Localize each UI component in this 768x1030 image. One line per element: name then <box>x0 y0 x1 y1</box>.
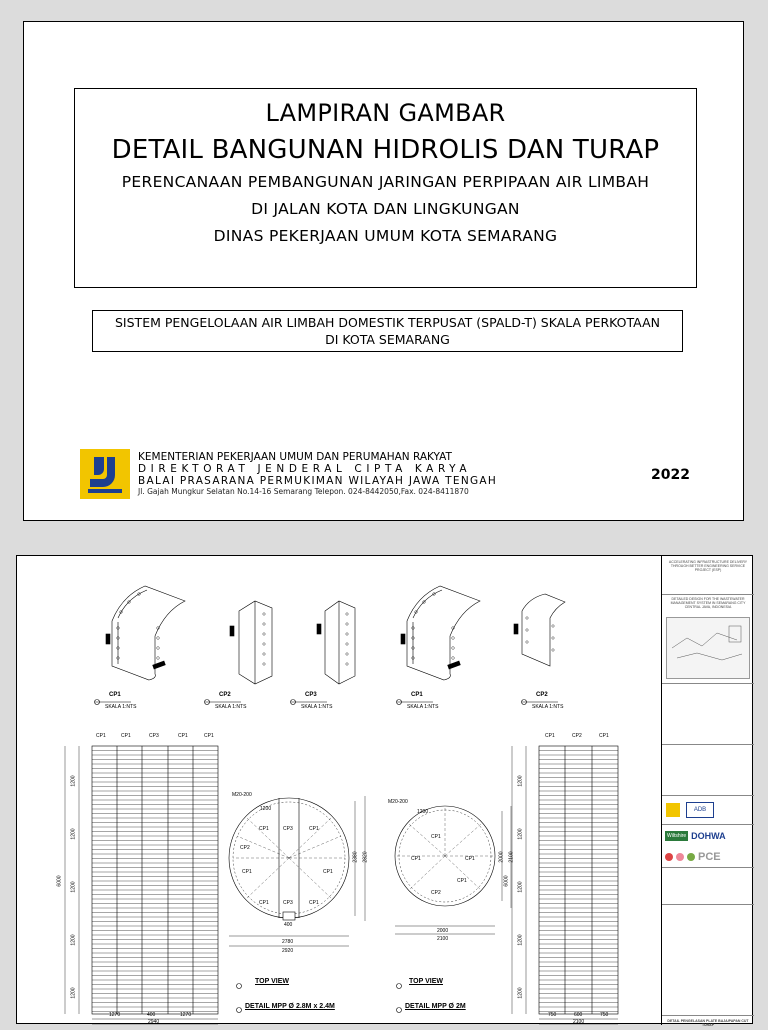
left-dim-4: 1200 <box>70 934 77 946</box>
system-line2: DI KOTA SEMARANG <box>325 332 450 347</box>
right-total: 6000 <box>503 875 510 887</box>
plan1-detail: DETAIL MPP Ø 2.8M x 2.4M <box>245 1003 335 1010</box>
agency-line: DINAS PEKERJAAN UMUM KOTA SEMARANG <box>213 227 558 245</box>
plan2-lbl-3: CP1 <box>465 856 475 862</box>
partner-logo-icon <box>687 853 695 861</box>
iso-panel-cp2 <box>230 601 272 684</box>
location-line: DI JALAN KOTA DAN LINGKUNGAN <box>251 200 520 218</box>
ministry-name: KEMENTERIAN PEKERJAAN UMUM DAN PERUMAHAN RAKYAT <box>138 451 452 463</box>
plan2-detail: DETAIL MPP Ø 2M <box>405 1003 466 1010</box>
balai-name: BALAI PRASARANA PERMUKIMAN WILAYAH JAWA TENGAH <box>138 475 498 487</box>
cover-subtitle: DETAIL BANGUNAN HIDROLIS DAN TURAP <box>111 135 660 165</box>
left-bot-3: 1270 <box>180 1012 192 1018</box>
tb-sheet-title: DETAIL PENGELASAN PLATE BAJA/PAPAN CUT TURAP <box>662 1015 754 1030</box>
plan1-lbl-7: CP1 <box>259 900 269 906</box>
iso-label-2: CP2 <box>219 692 231 698</box>
system-box <box>92 310 683 352</box>
plan2-dim-inner: 2000 <box>498 851 505 863</box>
left-col-4: CP1 <box>178 733 188 739</box>
plan-mpp-2 <box>395 806 511 934</box>
plan1-lbl-3: CP1 <box>309 826 319 832</box>
right-bot-3: 750 <box>600 1012 609 1018</box>
left-bot-total: 2940 <box>148 1019 160 1025</box>
plan1-dim-bot1: 2780 <box>282 939 294 945</box>
iso-label-1: CP1 <box>109 692 121 698</box>
tb-table <box>662 867 754 904</box>
year: 2022 <box>651 467 690 483</box>
iso-scale-1: SKALA 1:NTS <box>105 704 137 710</box>
directorate-name: DIREKTORAT JENDERAL CIPTA KARYA <box>138 463 472 475</box>
left-col-2: CP1 <box>121 733 131 739</box>
plan1-dim-outer: 2820 <box>362 851 369 863</box>
right-bot-total: 2100 <box>573 1019 585 1025</box>
partner-logo-icon <box>665 853 673 861</box>
title-block <box>661 556 754 1025</box>
right-dim-1: 1200 <box>517 775 524 787</box>
right-col-1: CP1 <box>545 733 555 739</box>
iso-label-4: CP1 <box>411 692 423 698</box>
right-dim-5: 1200 <box>517 987 524 999</box>
plan1-dim-inner: 2380 <box>352 851 359 863</box>
right-dim-2: 1200 <box>517 828 524 840</box>
iso-scale-3: SKALA 1:NTS <box>301 704 333 710</box>
drawing-canvas <box>17 556 661 1025</box>
iso-scale-5: SKALA 1:NTS <box>532 704 564 710</box>
wiltshire-logo: Wiltshire <box>667 833 687 839</box>
left-bot-1: 1270 <box>109 1012 121 1018</box>
drawing-page <box>16 555 753 1027</box>
plan1-lbl-4: CP2 <box>240 845 250 851</box>
tb-logos-1 <box>662 795 754 824</box>
dohwa-logo: DOHWA <box>691 831 726 841</box>
tb-logos-3 <box>662 847 754 867</box>
right-col-2: CP2 <box>572 733 582 739</box>
caption-markers <box>95 700 559 1013</box>
plan1-dim-door: 400 <box>284 922 293 928</box>
plan2-lbl-2: CP1 <box>411 856 421 862</box>
left-dim-1: 1200 <box>70 775 77 787</box>
plan1-lbl-1: CP1 <box>259 826 269 832</box>
left-col-3: CP3 <box>149 733 159 739</box>
iso-label-3: CP3 <box>305 692 317 698</box>
tb-logos-2 <box>662 824 754 847</box>
right-dim-4: 1200 <box>517 934 524 946</box>
pce-logo: PCE <box>698 851 721 863</box>
adb-logo: ADB <box>686 802 714 818</box>
plan2-lbl-4: CP2 <box>431 890 441 896</box>
partner-logo-icon <box>676 853 684 861</box>
plan2-dim-outer: 2100 <box>508 851 515 863</box>
system-line1: SISTEM PENGELOLAAN AIR LIMBAH DOMESTIK TERPUSAT (SPALD-T) SKALA PERKOTAAN <box>115 315 660 330</box>
left-total: 6000 <box>56 875 63 887</box>
plan1-lbl-9: CP1 <box>309 900 319 906</box>
left-bot-2: 400 <box>147 1012 156 1018</box>
pupr-logo-icon <box>80 449 130 499</box>
right-col-3: CP1 <box>599 733 609 739</box>
tb-project: ACCELERATING INFRASTRUCTURE DELIVERY THROUGH BETTER ENGINEERING SERVICE PROJECT (ESP) <box>662 556 754 595</box>
plan2-rebar: M20-200 <box>388 799 408 805</box>
iso-panel-cp3 <box>317 601 355 684</box>
plan2-view: TOP VIEW <box>409 978 443 985</box>
plan2-top-dim: 1200 <box>417 809 429 815</box>
left-col-5: CP1 <box>204 733 214 739</box>
tb-blank-1 <box>662 683 754 744</box>
cover-page <box>23 21 744 521</box>
plan1-view: TOP VIEW <box>255 978 289 985</box>
tb-sub: DETAILED DESIGN FOR THE WASTEWATER MANAGEMENT SYSTEM IN SEMARANG CITY CENTRAL JAVA, INDONESIA <box>670 597 746 609</box>
right-bot-2: 600 <box>574 1012 583 1018</box>
left-dim-5: 1200 <box>70 987 77 999</box>
iso-scale-4: SKALA 1:NTS <box>407 704 439 710</box>
plan2-lbl-1: CP1 <box>431 834 441 840</box>
pupr-small-icon <box>666 803 680 817</box>
cover-title: LAMPIRAN GAMBAR <box>265 99 506 127</box>
plan2-lbl-5: CP1 <box>457 878 467 884</box>
address: Jl. Gajah Mungkur Selatan No.14-16 Semarang Telepon. 024-8442050,Fax. 024-8411870 <box>138 487 469 496</box>
plan2-dim-bot1: 2000 <box>437 928 449 934</box>
left-dim-3: 1200 <box>70 881 77 893</box>
plan2-dim-bot2: 2100 <box>437 936 449 942</box>
plan1-rebar: M20-200 <box>232 792 252 798</box>
institution-block <box>138 451 497 496</box>
left-dim-2: 1200 <box>70 828 77 840</box>
iso-scale-2: SKALA 1:NTS <box>215 704 247 710</box>
left-elevation <box>65 746 218 1025</box>
plan1-lbl-5: CP1 <box>242 869 252 875</box>
left-col-1: CP1 <box>96 733 106 739</box>
right-bot-1: 750 <box>548 1012 557 1018</box>
project-line: PERENCANAAN PEMBANGUNAN JARINGAN PERPIPAAN AIR LIMBAH <box>121 173 650 191</box>
iso-panel-cp1-a <box>106 586 185 680</box>
tb-blank-2 <box>662 744 754 795</box>
plan1-lbl-8: CP3 <box>283 900 293 906</box>
tb-notes <box>662 904 754 1015</box>
plan1-lbl-6: CP1 <box>323 869 333 875</box>
plan1-lbl-2: CP3 <box>283 826 293 832</box>
right-elevation <box>512 746 618 1025</box>
title-box <box>74 88 697 288</box>
site-map <box>666 617 750 679</box>
plan1-top-dim: 1200 <box>260 806 272 812</box>
iso-panel-cp2-b <box>514 594 565 666</box>
iso-panel-cp1-b <box>401 586 480 680</box>
plan1-dim-bot2: 2920 <box>282 948 294 954</box>
right-dim-3: 1200 <box>517 881 524 893</box>
iso-label-5: CP2 <box>536 692 548 698</box>
